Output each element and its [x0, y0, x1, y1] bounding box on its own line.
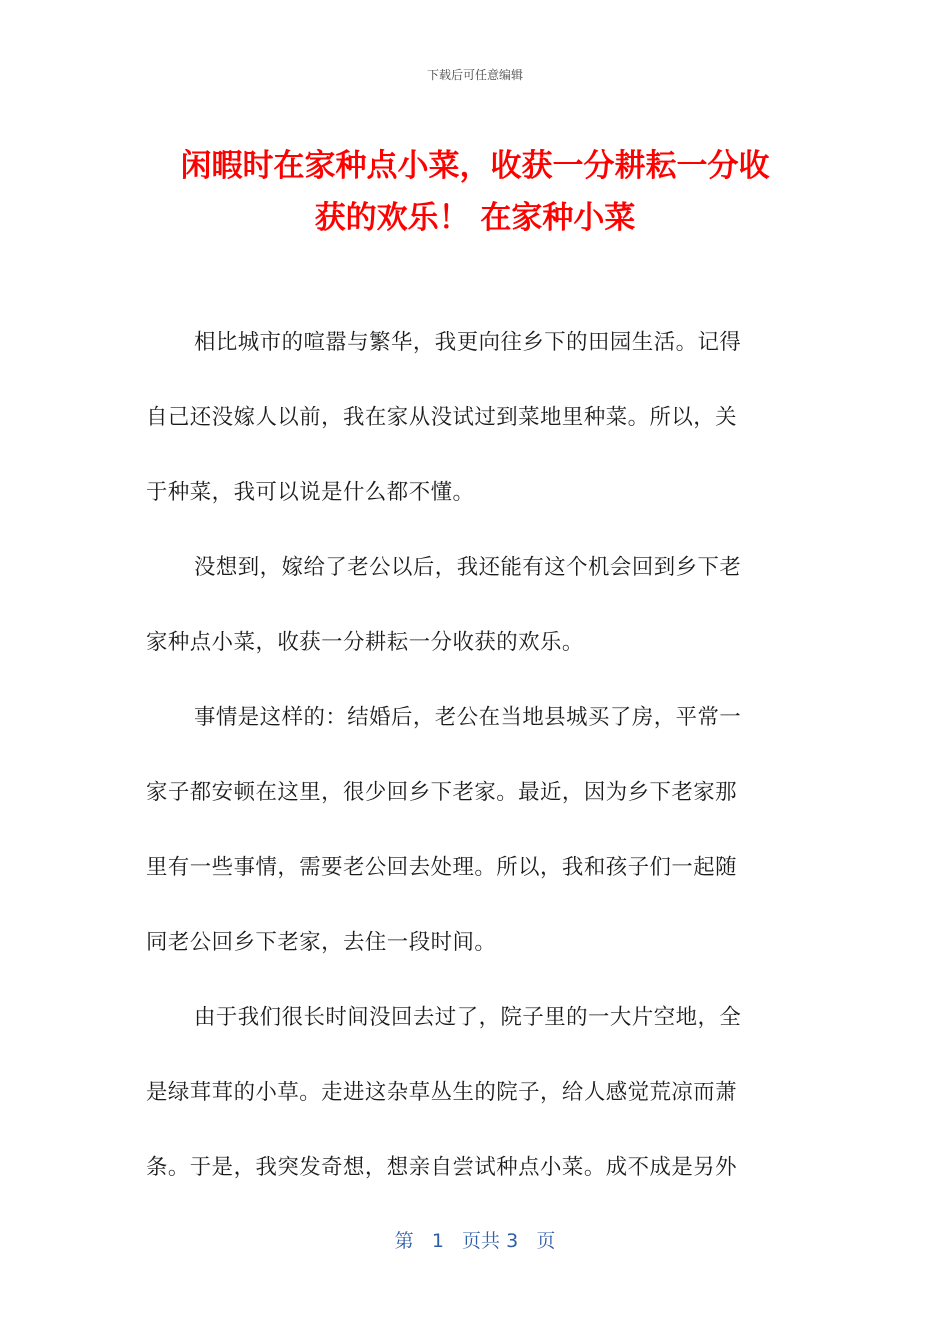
footer-prefix: 第	[394, 1230, 414, 1252]
body-line: 由于我们很长时间没回去过了，院子里的一大片空地，全	[194, 1005, 742, 1030]
body-line: 家种点小菜，收获一分耕耘一分收获的欢乐。	[146, 630, 584, 655]
body-line: 相比城市的喧嚣与繁华，我更向往乡下的田园生活。记得	[194, 330, 742, 355]
body-text	[146, 324, 790, 1224]
footer-total-pages: 3	[506, 1230, 519, 1252]
body-line: 是绿茸茸的小草。走进这杂草丛生的院子，给人感觉荒凉而萧	[146, 1080, 738, 1105]
body-line: 没想到，嫁给了老公以后，我还能有这个机会回到乡下老	[194, 555, 742, 580]
body-line: 条。于是，我突发奇想，想亲自尝试种点小菜。成不成是另外	[146, 1155, 738, 1180]
header-note: 下载后可任意编辑	[426, 68, 523, 82]
footer-middle: 页共	[462, 1230, 501, 1252]
body-line: 里有一些事情，需要老公回去处理。所以，我和孩子们一起随	[146, 855, 738, 880]
document-title	[140, 140, 810, 244]
body-line: 家子都安顿在这里，很少回乡下老家。最近，因为乡下老家那	[146, 780, 738, 805]
body-line: 事情是这样的：结婚后，老公在当地县城买了房，平常一	[194, 705, 742, 730]
page-footer	[0, 1226, 950, 1253]
title-line-1: 闲暇时在家种点小菜，收获一分耕耘一分收	[180, 148, 770, 184]
body-line: 自己还没嫁人以前，我在家从没试过到菜地里种菜。所以，关	[146, 405, 738, 430]
footer-current-page: 1	[431, 1230, 444, 1252]
title-line-2: 获的欢乐！ 在家种小菜	[314, 200, 636, 236]
body-line: 于种菜，我可以说是什么都不懂。	[146, 480, 475, 505]
footer-suffix: 页	[536, 1230, 556, 1252]
body-line: 同老公回乡下老家，去住一段时间。	[146, 930, 497, 955]
